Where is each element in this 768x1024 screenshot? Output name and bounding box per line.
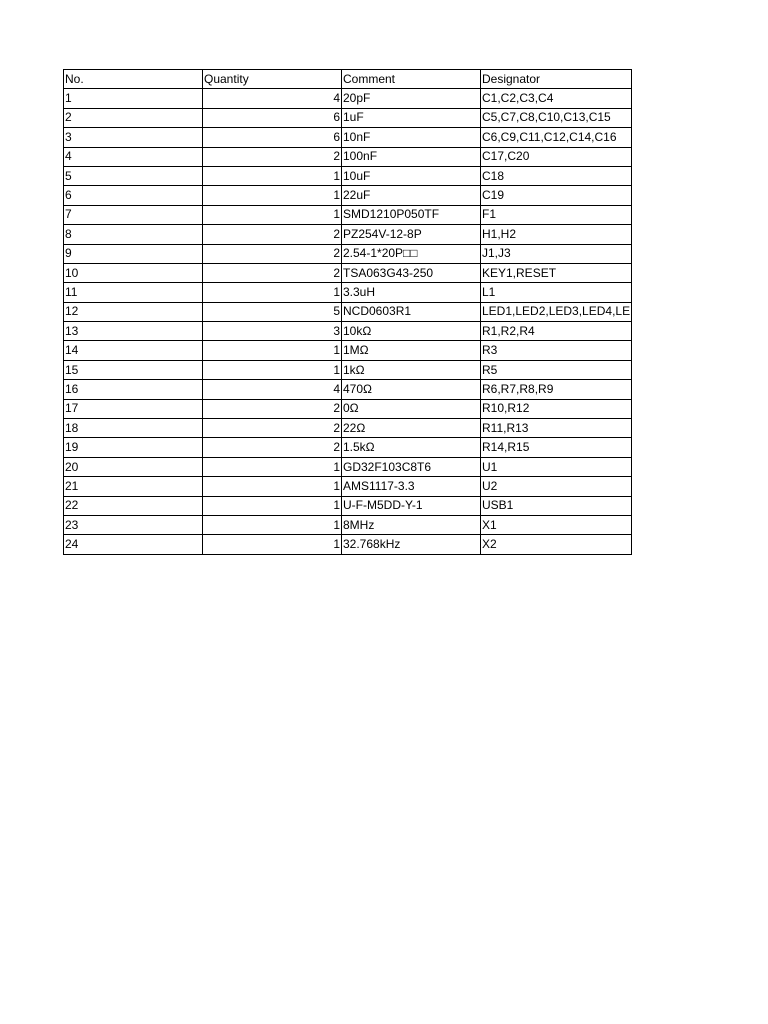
cell-comment: 10kΩ: [342, 322, 481, 341]
cell-no: 17: [64, 399, 203, 418]
cell-comment: 1kΩ: [342, 360, 481, 379]
cell-designator: R11,R13: [481, 419, 632, 438]
cell-quantity: 1: [203, 477, 342, 496]
table-row: [64, 419, 632, 438]
cell-no: 16: [64, 380, 203, 399]
cell-comment: PZ254V-12-8P: [342, 225, 481, 244]
cell-quantity: 4: [203, 89, 342, 108]
cell-quantity: 2: [203, 399, 342, 418]
cell-quantity: 1: [203, 341, 342, 360]
table-row: [64, 283, 632, 302]
cell-designator: L1: [481, 283, 632, 302]
cell-no: 2: [64, 108, 203, 127]
cell-quantity: 2: [203, 244, 342, 263]
cell-comment: 2.54-1*20P□□: [342, 244, 481, 263]
cell-quantity: 3: [203, 322, 342, 341]
table-row: [64, 535, 632, 554]
cell-designator: R10,R12: [481, 399, 632, 418]
cell-no: 23: [64, 515, 203, 534]
cell-no: 19: [64, 438, 203, 457]
cell-designator: X1: [481, 515, 632, 534]
table-row: [64, 89, 632, 108]
table-row: [64, 166, 632, 185]
cell-comment: 0Ω: [342, 399, 481, 418]
cell-comment: 22uF: [342, 186, 481, 205]
cell-quantity: 1: [203, 496, 342, 515]
cell-quantity: 1: [203, 515, 342, 534]
cell-no: 6: [64, 186, 203, 205]
cell-comment: 10uF: [342, 166, 481, 185]
cell-comment: AMS1117-3.3: [342, 477, 481, 496]
cell-no: 22: [64, 496, 203, 515]
header-comment: Comment: [342, 70, 481, 89]
table-row: [64, 225, 632, 244]
cell-quantity: 2: [203, 147, 342, 166]
cell-comment: SMD1210P050TF: [342, 205, 481, 224]
table-row: [64, 360, 632, 379]
cell-quantity: 1: [203, 186, 342, 205]
cell-comment: 3.3uH: [342, 283, 481, 302]
cell-quantity: 1: [203, 205, 342, 224]
cell-designator: R6,R7,R8,R9: [481, 380, 632, 399]
cell-quantity: 4: [203, 380, 342, 399]
table-row: [64, 302, 632, 321]
table-row: [64, 244, 632, 263]
cell-no: 21: [64, 477, 203, 496]
cell-no: 9: [64, 244, 203, 263]
cell-designator: USB1: [481, 496, 632, 515]
cell-comment: 22Ω: [342, 419, 481, 438]
cell-no: 10: [64, 263, 203, 282]
header-no: No.: [64, 70, 203, 89]
cell-no: 18: [64, 419, 203, 438]
cell-designator: X2: [481, 535, 632, 554]
cell-no: 7: [64, 205, 203, 224]
cell-quantity: 2: [203, 438, 342, 457]
cell-comment: 10nF: [342, 128, 481, 147]
cell-comment: TSA063G43-250: [342, 263, 481, 282]
cell-no: 11: [64, 283, 203, 302]
table-row: [64, 147, 632, 166]
cell-no: 3: [64, 128, 203, 147]
cell-comment: 8MHz: [342, 515, 481, 534]
cell-comment: GD32F103C8T6: [342, 457, 481, 476]
cell-designator: C6,C9,C11,C12,C14,C16: [481, 128, 632, 147]
header-row: [64, 70, 632, 89]
cell-no: 14: [64, 341, 203, 360]
table-row: [64, 477, 632, 496]
cell-comment: 1MΩ: [342, 341, 481, 360]
cell-no: 5: [64, 166, 203, 185]
cell-comment: 32.768kHz: [342, 535, 481, 554]
cell-quantity: 5: [203, 302, 342, 321]
cell-designator: U1: [481, 457, 632, 476]
cell-designator: R1,R2,R4: [481, 322, 632, 341]
cell-quantity: 6: [203, 128, 342, 147]
cell-no: 12: [64, 302, 203, 321]
cell-designator: J1,J3: [481, 244, 632, 263]
cell-designator: R5: [481, 360, 632, 379]
cell-comment: U-F-M5DD-Y-1: [342, 496, 481, 515]
cell-quantity: 1: [203, 535, 342, 554]
cell-quantity: 2: [203, 419, 342, 438]
table-body: [64, 89, 632, 554]
table-row: [64, 399, 632, 418]
cell-designator: C19: [481, 186, 632, 205]
header-designator: Designator: [481, 70, 632, 89]
cell-designator: C1,C2,C3,C4: [481, 89, 632, 108]
cell-comment: 1uF: [342, 108, 481, 127]
table-header: [64, 70, 632, 89]
cell-quantity: 1: [203, 360, 342, 379]
table-row: [64, 108, 632, 127]
cell-no: 13: [64, 322, 203, 341]
cell-quantity: 1: [203, 283, 342, 302]
table-row: [64, 457, 632, 476]
cell-comment: 1.5kΩ: [342, 438, 481, 457]
table-row: [64, 496, 632, 515]
cell-no: 15: [64, 360, 203, 379]
table-row: [64, 205, 632, 224]
cell-comment: 470Ω: [342, 380, 481, 399]
cell-designator: R14,R15: [481, 438, 632, 457]
cell-designator: C5,C7,C8,C10,C13,C15: [481, 108, 632, 127]
cell-designator: R3: [481, 341, 632, 360]
table-row: [64, 263, 632, 282]
cell-designator: LED1,LED2,LED3,LED4,LE: [481, 302, 632, 321]
cell-designator: C17,C20: [481, 147, 632, 166]
cell-comment: 100nF: [342, 147, 481, 166]
cell-no: 4: [64, 147, 203, 166]
cell-designator: KEY1,RESET: [481, 263, 632, 282]
cell-designator: U2: [481, 477, 632, 496]
cell-quantity: 2: [203, 263, 342, 282]
table-row: [64, 341, 632, 360]
cell-designator: H1,H2: [481, 225, 632, 244]
cell-comment: 20pF: [342, 89, 481, 108]
table-row: [64, 186, 632, 205]
header-quantity: Quantity: [203, 70, 342, 89]
table-row: [64, 128, 632, 147]
cell-quantity: 2: [203, 225, 342, 244]
cell-designator: F1: [481, 205, 632, 224]
cell-no: 24: [64, 535, 203, 554]
cell-quantity: 1: [203, 166, 342, 185]
cell-quantity: 1: [203, 457, 342, 476]
cell-designator: C18: [481, 166, 632, 185]
table-row: [64, 380, 632, 399]
cell-no: 1: [64, 89, 203, 108]
bom-table: [63, 69, 632, 555]
table-row: [64, 515, 632, 534]
cell-no: 8: [64, 225, 203, 244]
cell-quantity: 6: [203, 108, 342, 127]
table-row: [64, 438, 632, 457]
table-row: [64, 322, 632, 341]
cell-no: 20: [64, 457, 203, 476]
cell-comment: NCD0603R1: [342, 302, 481, 321]
